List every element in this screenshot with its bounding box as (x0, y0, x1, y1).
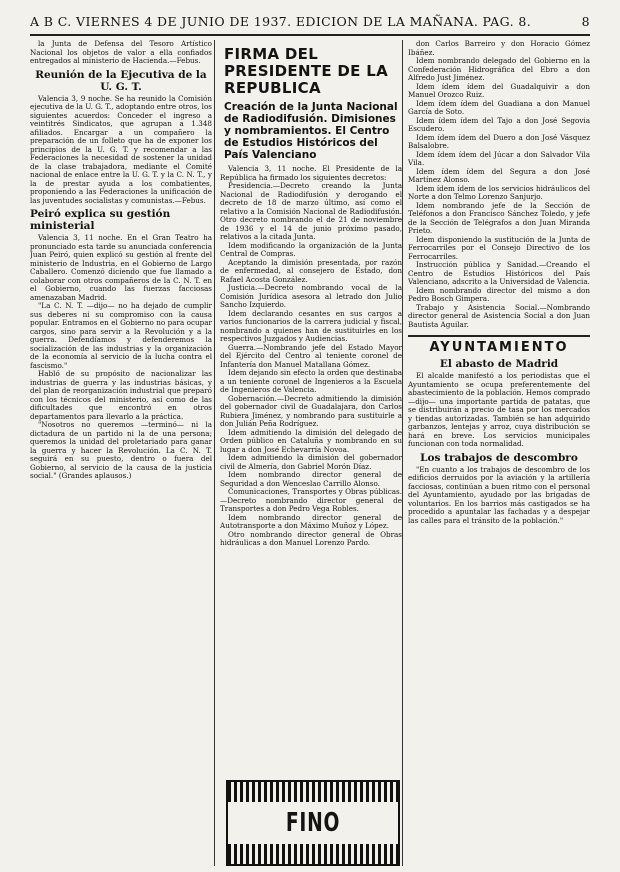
article-text: Idem ídem ídem del Guadiana a don Manuel García de Soto. (408, 98, 590, 116)
article-headline: El abasto de Madrid (439, 358, 559, 370)
column-center (220, 40, 402, 776)
article-text: Instrucción pública y Sanidad.—Creando el Centro de Estudios Históricos del País Valenciano, adscrito a la Universidad de Valencia. (408, 260, 590, 286)
article-text: Valencia 3, 9 noche. Se ha reunido la Comisión ejecutiva de la U. G. T., adoptando entre otros, los siguientes acuerdos: Conceder el ingreso a veintitrés Sindicatos, que agrupan a 1.348 afiliados. Encargar a un compañero la preparación de un folleto que ha de exponer los principios de la U. G. T. y recomendar a las Federaciones la necesidad de sostener la unidad de la clase trabajadora, mediante el Comité nacional de enlace entre la U. G. T. y la C. N. T., y la de prestar ayuda a los combatientes, proponiendo a las Federaciones la unificación de las juventudes socialistas y comunistas.—Febus. (30, 93, 212, 205)
column-right (408, 40, 590, 866)
article-text: Idem declarando cesantes en sus cargos a varios funcionarios de la carrera judicial y fiscal, nombrando a quienes han de sustituirles en los respectivos Juzgados y Audiencias. (220, 308, 402, 343)
article-text: don Carlos Barreiro y don Horacio Gómez Ibáñez. (408, 40, 590, 57)
article-text: Guerra.—Nombrando jefe del Estado Mayor del Ejército del Centro al teniente coronel de Infantería don Manuel Matallana Gómez. (220, 342, 402, 369)
advertisement-box (226, 780, 400, 866)
ad-stripe-pattern (228, 844, 398, 864)
article-text: Presidencia.—Decreto creando la Junta Nacional de Radiodifusión y derogando el decreto de 18 de marzo último, así como el relativo a la Comisión Nacional de Radiodifusión. Otro decreto nombrando el de 21 de noviembre de 1936 y el 14 de junio próximo pasado, relativos a la citada Junta. (220, 181, 402, 241)
section-heading: AYUNTAMIENTO (408, 335, 590, 355)
article-text: Idem nombrando delegado del Gobierno en la Confederación Hidrográfica del Ebro a don Alfredo Just Jiménez. (408, 56, 590, 82)
article-text: Habló de su propósito de nacionalizar las industrias de guerra y las industrias básicas, y del plan de reorganización industrial que preparó con los técnicos del ministerio, así como de las dificultades que encontró en otros departamentos para llevarlo a la práctica. (30, 369, 212, 421)
article-headline: Reunión de la Ejecutiva de la U. G. T. (35, 68, 207, 93)
article-text: El alcalde manifestó a los periodistas que el Ayuntamiento se ocupa preferentemente del abastecimiento de la población. Hemos comprado —dijo— una importante partida de patatas, que se distribuirán a precio de tasa por los mercados y tiendas autorizadas. También se han adquirido garbanzos, lentejas y arroz, cuya distribución se hará en breve. Los servicios municipales funcionan con toda normalidad. (408, 371, 590, 448)
article-text: Idem ídem ídem de los servicios hidráulicos del Norte a don Telmo Lorenzo Sanjurjo. (408, 183, 590, 201)
sub-headline: Creación de la Junta Nacional de Radiodifusión. Dimisiones y nombramientos. El Centro de Estudios Históricos del País Valenciano (224, 101, 398, 161)
ad-brand-text: FINO (285, 808, 341, 838)
article-text: "La C. N. T. —dijo— no ha dejado de cumplir sus deberes ni su compromiso con la causa popular. Entramos en el Gobierno no para ocupar cargos, sino para servir a la Revolución y a la guerra. Defendíamos y defenderemos la socialización de las industrias y la organización de la economía al servicio de la lucha contra el fascismo." (30, 301, 212, 370)
article-text: "En cuanto a los trabajos de descombro de los edificios derruidos por la aviación y la artillería facciosas, continúan a buen ritmo con el personal del Ayuntamiento, ayudado por las brigadas de voluntarios. En los barrios más castigados se ha procedido a apuntalar las fachadas y a despejar las calles para el tránsito de la población." (408, 464, 590, 525)
ad-stripe-pattern (228, 782, 398, 802)
article-text: Idem admitiendo la dimisión del delegado de Orden público en Cataluña y nombrando en su lugar a don José Echevarría Novoa. (220, 427, 402, 454)
column-divider (214, 40, 215, 866)
article-text: Idem disponiendo la sustitución de la Junta de Ferrocarriles por el Consejo Directivo de los Ferrocarriles. (408, 234, 590, 261)
article-text: Valencia 3, 11 noche. En el Gran Teatro ha pronunciado esta tarde su anunciada conferencia Juan Peiró, quien explicó su gestión al frente del ministerio de Industria, en el Gobierno de Largo Caballero. Comenzó diciendo que fue llamado a colaborar con otros compañeros de la C. N. T. en el Gobierno, cuando las fuerzas facciosas amenazaban Madrid. (30, 233, 212, 302)
article-text: Valencia 3, 11 noche. El Presidente de la República ha firmado los siguientes decretos: (220, 164, 402, 182)
header-rule (30, 34, 590, 36)
article-text: Otro nombrando director general de Obras hidráulicas a don Manuel Lorenzo Pardo. (220, 529, 402, 547)
article-text: Idem dejando sin efecto la orden que destinaba a un teniente coronel de Ingenieros a la Escuela de Ingenieros de Valencia. (220, 368, 402, 394)
article-headline: Los trabajos de descombro (420, 451, 578, 464)
article-text: Idem ídem ídem del Segura a don José Martínez Alonso. (408, 166, 590, 184)
article-text: Idem nombrando jefe de la Sección de Teléfonos a don Francisco Sánchez Toledo, y jefe de la Sección de Telégrafos a don Juan Miranda Prieto. (408, 200, 590, 235)
article-text: Idem nombrando director del mismo a don Pedro Bosch Gimpera. (408, 285, 590, 303)
article-text: Gobernación.—Decreto admitiendo la dimisión del gobernador civil de Guadalajara, don Carlos Rubiera Jiménez, y nombrando para sustituirle a don Julián Peña Rodríguez. (220, 393, 402, 428)
article-text: Idem ídem ídem del Tajo a don José Segovia Escudero. (408, 115, 590, 133)
main-headline: FIRMA DEL PRESIDENTE DE LA REPUBLICA (224, 45, 389, 97)
header-line: A B C. VIERNES 4 DE JUNIO DE 1937. EDICION DE LA MAÑANA. PAG. 8. (30, 14, 532, 29)
article-text: la Junta de Defensa del Tesoro Artístico Nacional los objetos de valor a ella confiados entregados al ministerio de Hacienda.—Febus. (30, 40, 212, 65)
column-divider (402, 40, 403, 866)
article-text: Justicia.—Decreto nombrando vocal de la Comisión Jurídica asesora al letrado don Julio Sancho Izquierdo. (220, 283, 402, 309)
article-text: Idem ídem ídem del Duero a don José Vásquez Balsalobre. (408, 132, 590, 150)
article-text: Idem modificando la organización de la Junta Central de Compras. (220, 240, 402, 258)
article-text: Idem ídem ídem del Guadalquivir a don Manuel Orozco Ruiz. (408, 81, 590, 99)
article-text: Aceptando la dimisión presentada, por razón de enfermedad, al consejero de Estado, don Rafael Acosta González. (220, 257, 402, 284)
article-text: Idem ídem ídem del Júcar a don Salvador Vila Vila. (408, 149, 590, 167)
article-text: Idem admitiendo la dimisión del gobernador civil de Almería, don Gabriel Morón Díaz. (220, 453, 402, 471)
article-text: Comunicaciones, Transportes y Obras públicas.—Decreto nombrando director general de Transportes a don Pedro Vega Robles. (220, 487, 402, 513)
article-text: Idem nombrando director general de Autotransporte a don Máximo Muñoz y López. (220, 512, 402, 530)
article-headline: Peiró explica su gestión ministerial (30, 208, 171, 232)
page-header (30, 14, 590, 34)
column-left (30, 40, 212, 866)
page-mark: 8 (581, 14, 590, 29)
article-text: Idem nombrando director general de Seguridad a don Wenceslao Carrillo Alonso. (220, 470, 402, 488)
article-text: "Nosotros no queremos —terminó— ni la dictadura de un partido ni la de una persona; queremos la unidad del proletariado para ganar la guerra y hacer la Revolución. La C. N. T. seguirá en su puesto, dentro o fuera del Gobierno, al servicio de la causa de la justicia social." (Grandes aplausos.) (30, 420, 212, 480)
article-text: Trabajo y Asistencia Social.—Nombrando director general de Asistencia Social a don Juan Bautista Aguilar. (408, 302, 590, 329)
